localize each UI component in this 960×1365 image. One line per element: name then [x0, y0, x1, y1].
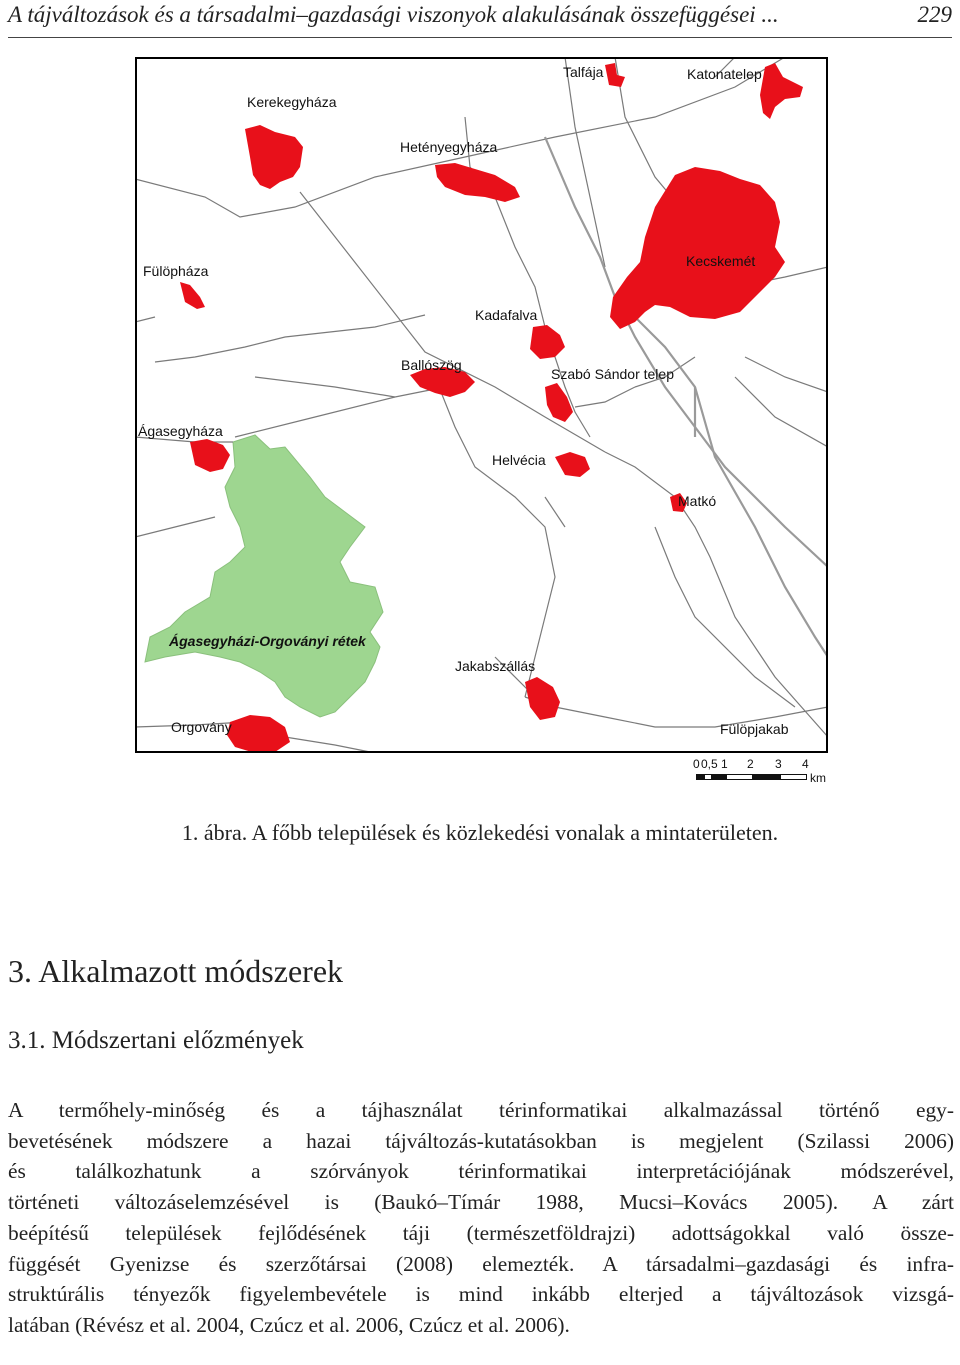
scale-segment-5	[753, 774, 780, 780]
settlement-hetenyegyhaza	[435, 163, 520, 202]
label-orgovany: Orgovány	[171, 719, 232, 735]
settlement-szabo-sandor-telep	[545, 383, 573, 422]
label-szabo-sandor-telep: Szabó Sándor telep	[551, 366, 674, 382]
settlement-orgovany	[227, 715, 290, 753]
body-line: struktúrális tényezők figyelembevétele is mind inkább elterjed a tájváltozások vizsgá-	[8, 1282, 954, 1307]
label-talfaja: Talfája	[563, 64, 604, 80]
settlement-jakabszallas	[525, 677, 560, 720]
body-paragraph	[8, 1095, 954, 1341]
protected-area-agasegyhazi-orgovanyi-retek	[145, 435, 383, 717]
settlement-fulophaza	[180, 282, 205, 309]
label-agasegyhazi-orgovanyi-retek: Ágasegyházi-Orgoványi rétek	[169, 633, 366, 649]
label-katonatelep: Katonatelep	[687, 66, 762, 82]
subsection-heading: 3.1. Módszertani előzmények	[8, 1027, 304, 1054]
section-heading: 3. Alkalmazott módszerek	[8, 953, 344, 989]
body-line: bevetésének módszere a hazai tájváltozás-kutatásokban is megjelent (Szilassi 2006)	[8, 1128, 954, 1153]
label-kecskemet: Kecskemét	[686, 253, 756, 269]
label-jakabszallas: Jakabszállás	[455, 658, 536, 674]
label-hetenyegyhaza: Hetényegyháza	[400, 139, 498, 155]
label-fulophaza: Fülöpháza	[143, 263, 209, 279]
scale-tick-1: 1	[721, 757, 728, 771]
label-fulopjakab: Fülöpjakab	[720, 721, 789, 737]
label-helvecia: Helvécia	[492, 452, 546, 468]
scale-segment-6	[780, 774, 807, 780]
label-matko: Matkó	[678, 493, 717, 509]
body-line: A termőhely-minőség és a tájhasználat térinformatikai alkalmazással történő egy-	[8, 1098, 954, 1122]
header-rule	[8, 37, 952, 38]
settlement-map	[135, 57, 828, 753]
settlement-kerekegyhaza	[245, 125, 303, 189]
label-kerekegyhaza: Kerekegyháza	[247, 94, 337, 110]
settlement-helvecia	[555, 452, 590, 477]
body-line: latában (Révész et al. 2004, Czúcz et al. 2006, Czúcz et al. 2006).	[8, 1312, 570, 1337]
settlement-agasegyhaza	[190, 439, 230, 472]
label-agasegyhaza: Ágasegyháza	[138, 423, 223, 439]
scale-tick-4: 4	[802, 757, 809, 771]
settlement-kecskemet	[610, 167, 785, 329]
label-kadafalva: Kadafalva	[475, 307, 538, 323]
scale-segment-4	[726, 774, 753, 780]
scale-bar	[690, 757, 835, 787]
scale-segment-2	[704, 774, 712, 780]
body-line: beépítésű települések fejlődésének táji (természetföldrajzi) adottságokkal való össze-	[8, 1220, 954, 1245]
scale-tick-0: 0	[693, 757, 700, 771]
body-line: függését Gyenizse és szerzőtársai (2008) elemezték. A társadalmi–gazdasági és infra-	[8, 1251, 954, 1276]
scale-segment-1	[696, 774, 704, 780]
settlement-katonatelep	[760, 63, 803, 119]
settlement-kadafalva	[530, 325, 565, 359]
running-header-title: A tájváltozások és a társadalmi–gazdasági viszonyok alakulásának összefüggései ...	[8, 2, 779, 27]
scale-unit: km	[810, 771, 826, 785]
body-line: történeti változáselemzésével is (Baukó–Tímár 1988, Mucsi–Kovács 2005). A zárt	[8, 1190, 954, 1215]
scale-segment-3	[712, 774, 726, 780]
body-line: és találkozhatunk a szórványok térinformatikai interpretációjának módszerével,	[8, 1159, 954, 1184]
scale-tick-2: 2	[747, 757, 754, 771]
figure-caption: 1. ábra. A főbb települések és közlekedési vonalak a mintaterületen.	[181, 820, 779, 845]
scale-tick-0-5: 0,5	[701, 757, 718, 771]
settlement-talfaja	[605, 63, 625, 87]
page-number: 229	[917, 2, 952, 27]
scale-tick-3: 3	[775, 757, 782, 771]
label-balloszog: Ballószög	[401, 357, 462, 373]
